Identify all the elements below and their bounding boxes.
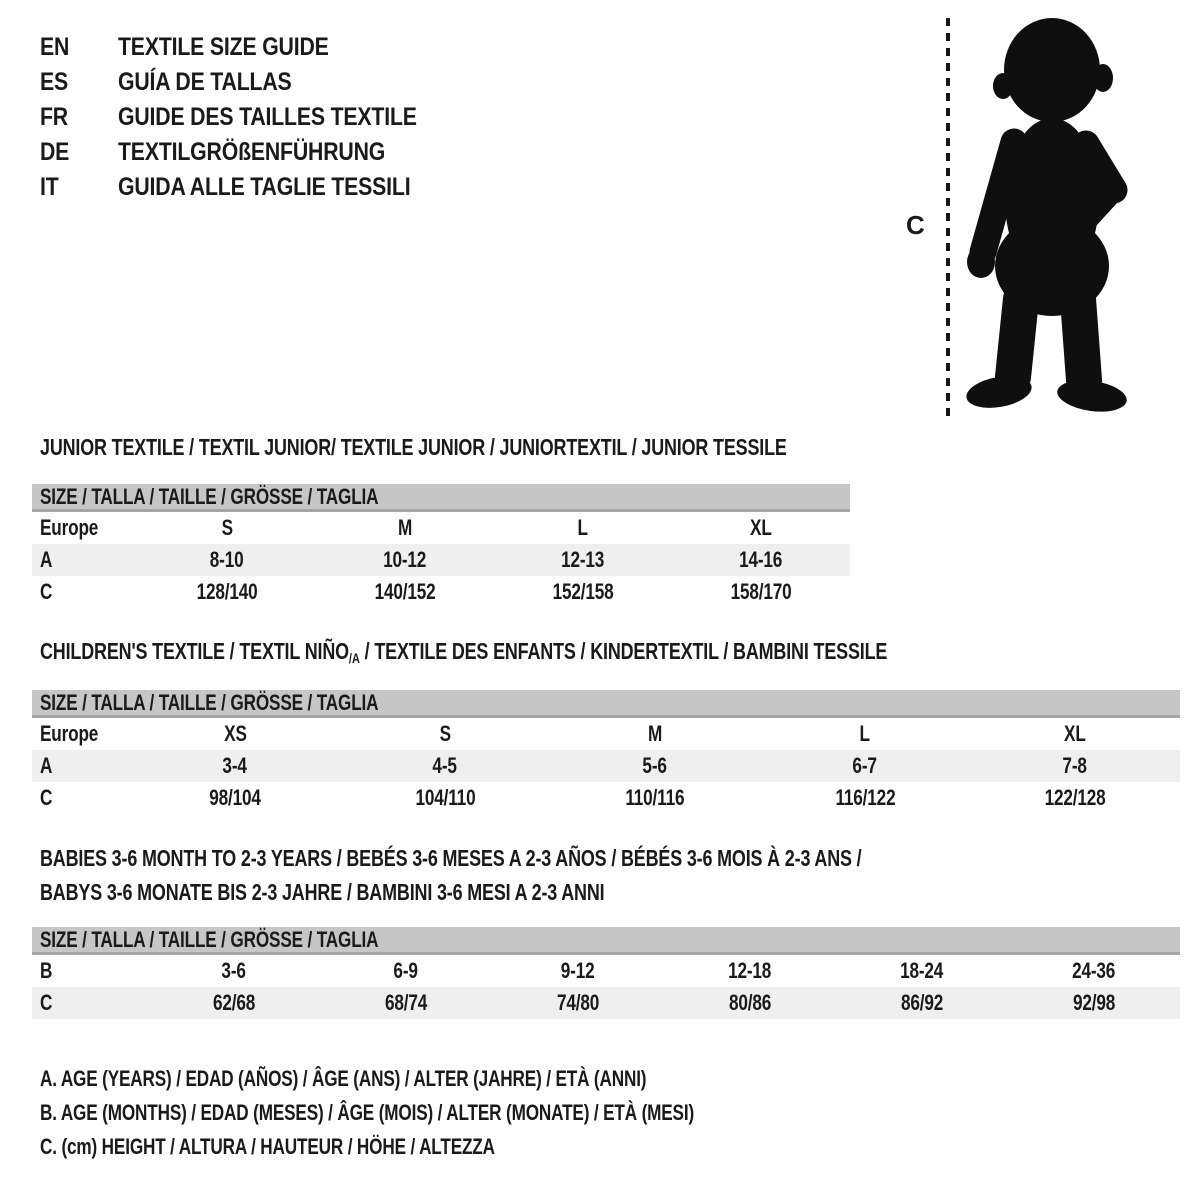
size-cell: 3-6: [221, 958, 247, 983]
size-cell: 5-6: [642, 753, 668, 778]
row-label: C: [40, 579, 53, 604]
table-row-c: [32, 987, 1180, 1019]
language-title: TEXTILE SIZE GUIDE: [118, 33, 329, 61]
size-cell: 92/98: [1072, 990, 1116, 1015]
language-row-es: [40, 65, 470, 100]
children-size-table: [32, 690, 1180, 814]
size-cell: 158/170: [730, 579, 792, 604]
language-row-de: [40, 135, 470, 170]
babies-section-title-line1: BABIES 3-6 MONTH TO 2-3 YEARS / BEBÉS 3-6 MESES A 2-3 AÑOS / BÉBÉS 3-6 MOIS À 2-3 ANS /: [40, 845, 862, 871]
children-section-title: CHILDREN'S TEXTILE / TEXTIL NIÑO/A / TEXTILE DES ENFANTS / KINDERTEXTIL / BAMBINI TESSILE: [40, 638, 888, 666]
language-title: GUIDE DES TAILLES TEXTILE: [118, 103, 417, 131]
size-cell: XL: [1064, 721, 1086, 746]
size-cell: S: [221, 515, 233, 540]
size-cell: 6-9: [393, 958, 419, 983]
row-label: A: [40, 753, 53, 778]
size-cell: 122/128: [1044, 785, 1106, 810]
size-cell: 24-36: [1072, 958, 1116, 983]
size-cell: 10-12: [383, 547, 427, 572]
size-cell: 8-10: [210, 547, 244, 572]
size-cell: 7-8: [1062, 753, 1088, 778]
size-cell: 152/158: [552, 579, 614, 604]
size-cell: 74/80: [556, 990, 600, 1015]
size-cell: 14-16: [739, 547, 783, 572]
language-code: ES: [40, 68, 69, 96]
title-subscript: /A: [348, 650, 360, 666]
language-row-en: [40, 30, 470, 65]
size-cell: 4-5: [432, 753, 458, 778]
table-row-a: [32, 544, 850, 576]
table-row-b: [32, 955, 1180, 987]
size-cell: 98/104: [209, 785, 261, 810]
language-row-it: [40, 170, 470, 205]
language-title: GUIDA ALLE TAGLIE TESSILI: [118, 173, 411, 201]
measurement-legend: [40, 1062, 878, 1164]
row-label: B: [40, 958, 53, 983]
language-code: IT: [40, 173, 59, 201]
size-cell: 140/152: [374, 579, 436, 604]
size-cell: M: [647, 721, 663, 746]
height-measure-label: C: [906, 210, 925, 240]
size-cell: 18-24: [900, 958, 944, 983]
size-cell: 6-7: [852, 753, 878, 778]
row-label: C: [40, 785, 53, 810]
size-cell: 12-18: [728, 958, 772, 983]
table-row-c: [32, 576, 850, 608]
table-row-a: [32, 750, 1180, 782]
junior-size-table: [32, 484, 850, 608]
size-cell: 110/116: [625, 785, 685, 810]
language-code: FR: [40, 103, 68, 131]
size-cell: 80/86: [728, 990, 772, 1015]
size-header-band: SIZE / TALLA / TAILLE / GRÖSSE / TAGLIA: [32, 484, 850, 512]
size-cell: 68/74: [384, 990, 428, 1015]
row-label: Europe: [40, 515, 99, 540]
size-cell: 86/92: [900, 990, 944, 1015]
size-header-band: SIZE / TALLA / TAILLE / GRÖSSE / TAGLIA: [32, 690, 1180, 718]
language-row-fr: [40, 100, 470, 135]
junior-section-title: JUNIOR TEXTILE / TEXTIL JUNIOR/ TEXTILE JUNIOR / JUNIORTEXTIL / JUNIOR TESSILE: [40, 434, 787, 460]
language-title: GUÍA DE TALLAS: [118, 68, 292, 96]
babies-section-title-line2: BABYS 3-6 MONATE BIS 2-3 JAHRE / BAMBINI 3-6 MESI A 2-3 ANNI: [40, 879, 605, 905]
toddler-silhouette-icon: [962, 14, 1142, 422]
table-row-c: [32, 782, 1180, 814]
row-label: A: [40, 547, 53, 572]
row-label: Europe: [40, 721, 99, 746]
size-cell: L: [859, 721, 871, 746]
language-code: EN: [40, 33, 70, 61]
size-cell: S: [439, 721, 451, 746]
legend-line-b: B. AGE (MONTHS) / EDAD (MESES) / ÂGE (MOIS) / ALTER (MONATE) / ETÀ (MESI): [40, 1100, 695, 1125]
size-cell: L: [577, 515, 589, 540]
size-cell: 3-4: [222, 753, 248, 778]
table-row-europe: [32, 718, 1180, 750]
language-title: TEXTILGRÖßENFÜHRUNG: [118, 138, 386, 166]
size-cell: 12-13: [561, 547, 605, 572]
size-cell: XS: [223, 721, 247, 746]
row-label: C: [40, 990, 53, 1015]
size-cell: 104/110: [414, 785, 475, 810]
size-cell: 62/68: [212, 990, 256, 1015]
size-cell: M: [397, 515, 413, 540]
babies-size-table: [32, 927, 1180, 1019]
size-header-band: SIZE / TALLA / TAILLE / GRÖSSE / TAGLIA: [32, 927, 1180, 955]
height-measure-dashed-line: [946, 18, 950, 418]
size-cell: 116/122: [834, 785, 895, 810]
size-cell: 9-12: [561, 958, 595, 983]
language-code: DE: [40, 138, 70, 166]
legend-line-a: A. AGE (YEARS) / EDAD (AÑOS) / ÂGE (ANS) / ALTER (JAHRE) / ETÀ (ANNI): [40, 1066, 647, 1091]
size-cell: 128/140: [196, 579, 258, 604]
legend-line-c: C. (cm) HEIGHT / ALTURA / HAUTEUR / HÖHE / ALTEZZA: [40, 1134, 495, 1159]
table-row-europe: [32, 512, 850, 544]
language-list: [40, 30, 470, 205]
size-cell: XL: [750, 515, 772, 540]
